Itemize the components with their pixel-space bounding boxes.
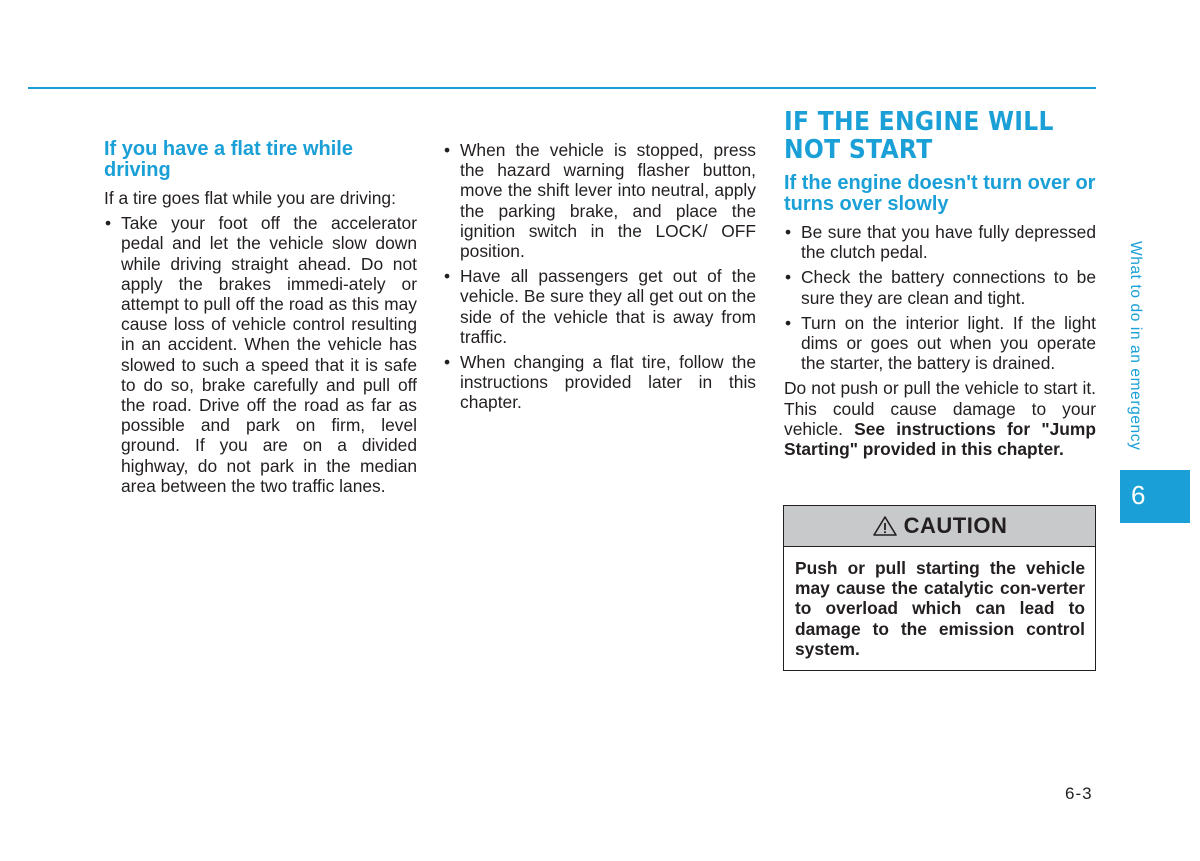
list-item: • When changing a flat tire, follow the instructions provided later in this chapter. [443,352,756,413]
flat-tire-intro: If a tire goes flat while you are driving: [104,188,396,208]
flat-tire-list-continued [443,140,756,413]
jump-start-reference: See instructions for "Jump Starting" provided in this chapter. [784,418,1096,460]
list-item: • When the vehicle is stopped, press the hazard warning flasher button, move the shift lever into neutral, apply the parking brake, and place the ignition switch in the LOCK/ OFF position. [443,140,756,261]
list-item: • Take your foot off the accelerator pedal and let the vehicle slow down while driving straight ahead. Do not apply the brakes immedi-ately or attempt to pull off the road as this may cause loss of vehicle control resulting in an accident. When the vehicle has slowed to such a speed that it is safe to do so, brake carefully and pull off the road. Drive off the road as far as possible and park on firm, level ground. If you are on a divided highway, do not park in the median area between the two traffic lanes. [104,213,417,496]
column-engine-start [784,108,1096,464]
chapter-number: 6 [1131,480,1146,510]
push-start-paragraph [784,378,1096,459]
push-start-text: Do not push or pull the vehicle to start it. This could cause damage to your vehicle. [784,378,1096,439]
caution-title: CAUTION [903,513,1008,538]
list-item: • Be sure that you have fully depressed the clutch pedal. [784,222,1096,262]
section-title: IF THE ENGINE WILL NOT START [784,107,1054,165]
column-flat-tire [104,139,417,501]
page-number: 6-3 [1065,784,1093,803]
chapter-tab [1120,470,1190,523]
caution-box [783,505,1096,671]
chapter-title: What to do in an emergency [1127,241,1144,451]
chapter-side-label [1127,241,1151,466]
list-item: • Have all passengers get out of the vehicle. Be sure they all get out on the side of the vehicle that is away from traffic. [443,266,756,347]
list-item: • Turn on the interior light. If the light dims or goes out when you operate the starter, the battery is drained. [784,313,1096,374]
engine-list [784,222,1096,373]
caution-text: Push or pull starting the vehicle may cause the catalytic con-verter to overload which can lead to damage to the emission control system. [795,558,1085,659]
list-item: • Check the battery connections to be sure they are clean and tight. [784,267,1096,307]
caution-header [784,506,1095,547]
warning-triangle-icon [872,515,898,537]
flat-tire-heading: If you have a flat tire while driving [104,138,353,181]
top-rule [28,87,1096,89]
column-flat-tire-continued [443,140,756,418]
flat-tire-list [104,213,417,496]
engine-heading: If the engine doesn't turn over or turns over slowly [784,172,1096,215]
